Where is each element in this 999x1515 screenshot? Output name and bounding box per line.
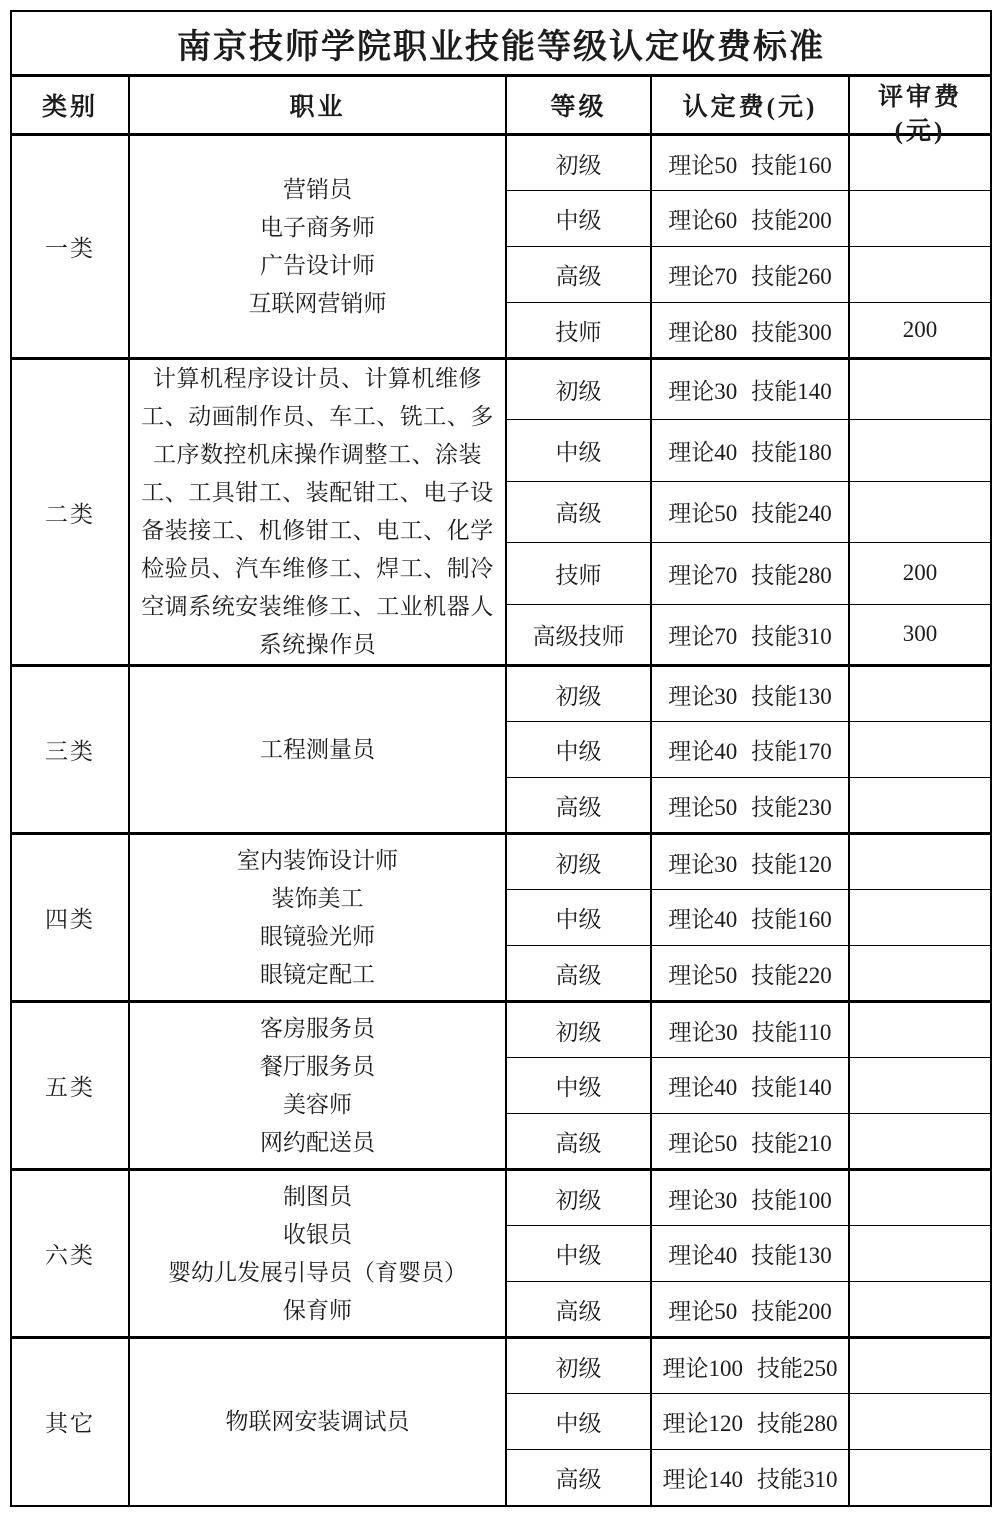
skill-fee: 技能160 [751, 152, 832, 178]
skill-fee: 技能220 [751, 962, 832, 988]
review-fee-cell [849, 1282, 991, 1338]
skill-fee: 技能300 [751, 319, 832, 345]
theory-fee: 理论80 [668, 319, 738, 345]
skill-fee: 技能140 [751, 379, 832, 405]
fee-cell [651, 481, 849, 542]
level-cell: 中级 [506, 1058, 651, 1114]
header-row [11, 76, 991, 135]
review-fee-cell [849, 191, 991, 247]
theory-fee: 理论70 [668, 562, 738, 588]
occupation-line: 婴幼儿发展引导员（育婴员） [168, 1259, 467, 1285]
skill-fee: 技能160 [751, 907, 832, 932]
theory-fee: 理论40 [668, 440, 738, 466]
skill-fee: 技能130 [751, 1243, 832, 1268]
fee-cell [651, 1170, 849, 1226]
fee-cell [651, 666, 849, 722]
header-review-fee [849, 76, 991, 145]
occupation-line: 工程测量员 [260, 736, 375, 762]
fee-cell [651, 1338, 849, 1394]
review-fee-cell [849, 1394, 991, 1450]
category-cell: 其它 [11, 1338, 129, 1506]
occupation-line: 营销员 [283, 176, 352, 202]
theory-fee: 理论30 [668, 379, 738, 405]
level-cell: 初级 [506, 1170, 651, 1226]
theory-fee: 理论30 [668, 1187, 738, 1213]
level-cell: 中级 [506, 722, 651, 778]
occupation-line: 互联网营销师 [248, 290, 387, 316]
theory-fee: 理论60 [668, 208, 738, 233]
occupation-line: 眼镜验光师 [260, 923, 375, 949]
fee-cell [651, 1114, 849, 1170]
header-review-fee-line2: (元) [894, 118, 946, 145]
fee-cell [651, 359, 849, 420]
review-fee-cell [849, 420, 991, 481]
fee-cell [651, 604, 849, 665]
occupation-cell [129, 666, 506, 834]
level-cell: 高级 [506, 1114, 651, 1170]
occupation-cell [129, 1170, 506, 1338]
occupation-cell [129, 1002, 506, 1170]
category-cell: 六类 [11, 1170, 129, 1338]
level-cell: 中级 [506, 420, 651, 481]
review-fee-cell [849, 834, 991, 890]
occupation-line: 保育师 [283, 1297, 352, 1323]
level-cell: 高级 [506, 778, 651, 834]
fee-cell [651, 1282, 849, 1338]
header-review-fee-line1: 评审费 [877, 84, 962, 111]
fee-cell [651, 543, 849, 604]
level-cell: 高级 [506, 247, 651, 303]
occupation-cell [129, 359, 506, 666]
occupation-line: 广告设计师 [260, 252, 375, 278]
review-fee-cell: 200 [849, 303, 991, 359]
review-fee-cell [849, 1338, 991, 1394]
fee-table [10, 10, 992, 1507]
fee-cell [651, 1394, 849, 1450]
theory-fee: 理论40 [668, 907, 738, 932]
review-fee-cell [849, 1058, 991, 1114]
table-row [11, 359, 991, 420]
table-row [11, 135, 991, 191]
fee-cell [651, 946, 849, 1002]
level-cell: 高级 [506, 481, 651, 542]
header-fee: 认定费(元) [651, 76, 849, 135]
theory-fee: 理论40 [668, 739, 738, 764]
review-fee-cell [849, 946, 991, 1002]
review-fee-cell [849, 1450, 991, 1506]
skill-fee: 技能310 [757, 1466, 838, 1492]
header-level: 等级 [506, 76, 651, 135]
skill-fee: 技能240 [751, 501, 832, 527]
occupation-line: 收银员 [283, 1221, 352, 1247]
theory-fee: 理论50 [668, 962, 738, 988]
skill-fee: 技能100 [751, 1187, 832, 1213]
level-cell: 中级 [506, 890, 651, 946]
fee-cell [651, 834, 849, 890]
table-row [11, 666, 991, 722]
skill-fee: 技能280 [751, 562, 832, 588]
level-cell: 中级 [506, 1394, 651, 1450]
level-cell: 高级 [506, 1450, 651, 1506]
theory-fee: 理论30 [668, 683, 738, 709]
skill-fee: 技能110 [751, 1019, 832, 1045]
fee-cell [651, 1058, 849, 1114]
review-fee-cell [849, 666, 991, 722]
occupation-line: 美容师 [283, 1091, 352, 1117]
fee-cell [651, 1226, 849, 1282]
review-fee-cell [849, 1170, 991, 1226]
occupation-line: 计算机程序设计员、计算机维修工、动画制作员、车工、铣工、多工序数控机床操作调整工、涂装工、工具钳工、装配钳工、电子设备装接工、机修钳工、电工、化学检验员、汽车维修工、焊工、制冷空调系统安装维修工、工业机器人系统操作员 [141, 366, 494, 657]
fee-cell [651, 303, 849, 359]
skill-fee: 技能140 [751, 1075, 832, 1100]
fee-cell [651, 890, 849, 946]
review-fee-cell [849, 1114, 991, 1170]
level-cell: 高级 [506, 946, 651, 1002]
table-row [11, 1170, 991, 1226]
review-fee-cell [849, 722, 991, 778]
occupation-line: 餐厅服务员 [260, 1053, 375, 1079]
skill-fee: 技能200 [751, 1298, 832, 1324]
review-fee-cell [849, 1226, 991, 1282]
table-row [11, 834, 991, 890]
fee-cell [651, 778, 849, 834]
skill-fee: 技能210 [751, 1130, 832, 1156]
theory-fee: 理论70 [668, 264, 738, 289]
occupation-line: 网约配送员 [260, 1129, 375, 1155]
occupation-cell [129, 834, 506, 1002]
level-cell: 中级 [506, 191, 651, 247]
theory-fee: 理论50 [668, 501, 738, 527]
level-cell: 高级技师 [506, 604, 651, 665]
theory-fee: 理论40 [668, 1243, 738, 1268]
occupation-line: 电子商务师 [260, 214, 375, 240]
theory-fee: 理论70 [668, 623, 738, 649]
fee-cell [651, 420, 849, 481]
category-cell: 四类 [11, 834, 129, 1002]
review-fee-cell: 200 [849, 543, 991, 604]
skill-fee: 技能250 [757, 1355, 838, 1381]
review-fee-cell [849, 481, 991, 542]
review-fee-cell: 300 [849, 604, 991, 665]
theory-fee: 理论140 [662, 1466, 743, 1492]
level-cell: 技师 [506, 303, 651, 359]
fee-cell [651, 135, 849, 191]
level-cell: 初级 [506, 666, 651, 722]
occupation-line: 装饰美工 [271, 885, 364, 911]
theory-fee: 理论30 [668, 1019, 738, 1045]
theory-fee: 理论50 [668, 1298, 738, 1324]
title-row [11, 11, 991, 76]
skill-fee: 技能280 [757, 1411, 838, 1436]
occupation-line: 制图员 [283, 1183, 352, 1209]
category-cell: 三类 [11, 666, 129, 834]
review-fee-cell [849, 778, 991, 834]
theory-fee: 理论50 [668, 794, 738, 820]
theory-fee: 理论50 [668, 152, 738, 178]
theory-fee: 理论30 [668, 851, 738, 877]
skill-fee: 技能260 [751, 264, 832, 289]
fee-cell [651, 722, 849, 778]
skill-fee: 技能170 [751, 739, 832, 764]
theory-fee: 理论50 [668, 1130, 738, 1156]
skill-fee: 技能200 [751, 208, 832, 233]
skill-fee: 技能120 [751, 851, 832, 877]
skill-fee: 技能130 [751, 683, 832, 709]
level-cell: 中级 [506, 1226, 651, 1282]
header-occupation: 职业 [129, 76, 506, 135]
level-cell: 初级 [506, 1338, 651, 1394]
category-cell: 一类 [11, 135, 129, 359]
occupation-cell [129, 1338, 506, 1506]
level-cell: 初级 [506, 1002, 651, 1058]
fee-cell [651, 1450, 849, 1506]
occupation-line: 客房服务员 [260, 1015, 375, 1041]
review-fee-cell [849, 890, 991, 946]
fee-cell [651, 247, 849, 303]
header-category: 类别 [11, 76, 129, 135]
review-fee-cell [849, 247, 991, 303]
level-cell: 高级 [506, 1282, 651, 1338]
occupation-line: 物联网安装调试员 [225, 1408, 410, 1434]
occupation-cell [129, 135, 506, 359]
skill-fee: 技能310 [751, 623, 832, 649]
level-cell: 初级 [506, 135, 651, 191]
page-title: 南京技师学院职业技能等级认定收费标准 [11, 11, 991, 76]
theory-fee: 理论40 [668, 1075, 738, 1100]
fee-cell [651, 191, 849, 247]
occupation-line: 室内装饰设计师 [237, 847, 398, 873]
review-fee-cell [849, 1002, 991, 1058]
occupation-line: 眼镜定配工 [260, 961, 375, 987]
level-cell: 初级 [506, 359, 651, 420]
theory-fee: 理论120 [662, 1411, 743, 1436]
skill-fee: 技能180 [751, 440, 832, 466]
theory-fee: 理论100 [662, 1355, 743, 1381]
table-row [11, 1002, 991, 1058]
fee-cell [651, 1002, 849, 1058]
table-row [11, 1338, 991, 1394]
category-cell: 二类 [11, 359, 129, 666]
review-fee-cell [849, 359, 991, 420]
level-cell: 初级 [506, 834, 651, 890]
level-cell: 技师 [506, 543, 651, 604]
category-cell: 五类 [11, 1002, 129, 1170]
skill-fee: 技能230 [751, 794, 832, 820]
